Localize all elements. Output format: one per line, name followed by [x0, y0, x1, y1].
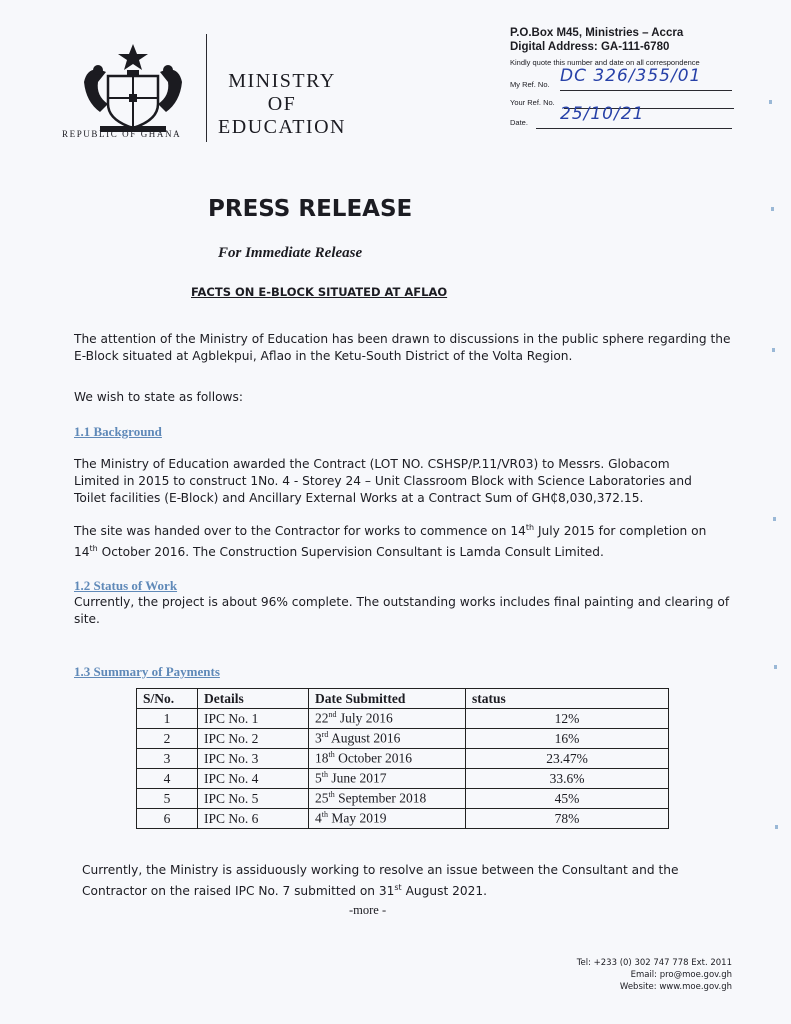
date-cell: 3rd August 2016	[309, 729, 466, 749]
facts-heading: FACTS ON E-BLOCK SITUATED AT AFLAO	[191, 285, 448, 299]
date-label: Date.	[510, 118, 528, 127]
status-heading: 1.2 Status of Work	[74, 578, 178, 593]
status-cell: 45%	[466, 789, 669, 809]
quote-note: Kindly quote this number and date on all correspondence	[510, 58, 700, 67]
contact-block	[510, 26, 780, 67]
table-row	[137, 749, 669, 769]
date-cell: 4th May 2019	[309, 809, 466, 829]
status-cell: 78%	[466, 809, 669, 829]
footer-contact	[560, 957, 732, 993]
col-details: Details	[198, 689, 309, 709]
footer-email: Email: pro@moe.gov.gh	[630, 970, 732, 980]
state-line: We wish to state as follows:	[74, 390, 243, 404]
sno-cell: 1	[137, 709, 198, 729]
date-value: 25/10/21	[560, 104, 645, 124]
details-cell: IPC No. 1	[198, 709, 309, 729]
date-cell: 18th October 2016	[309, 749, 466, 769]
table-row	[137, 809, 669, 829]
table-row	[137, 769, 669, 789]
payments-table	[136, 688, 669, 829]
table-row	[137, 789, 669, 809]
republic-label: REPUBLIC OF GHANA	[62, 129, 182, 139]
my-ref-row	[510, 66, 780, 89]
col-sno: S/No.	[137, 689, 198, 709]
status-cell: 12%	[466, 709, 669, 729]
date-row	[510, 104, 780, 127]
details-cell: IPC No. 2	[198, 729, 309, 749]
more-indicator: -more -	[349, 903, 387, 917]
table-row	[137, 709, 669, 729]
details-cell: IPC No. 3	[198, 749, 309, 769]
sno-cell: 5	[137, 789, 198, 809]
footer-tel: Tel: +233 (0) 302 747 778 Ext. 2011	[576, 958, 732, 968]
background-paragraph-1: The Ministry of Education awarded the Contract (LOT NO. CSHSP/P.11/VR03) to Messrs. Globacom Limited in 2015 to construct 1No. 4 - Storey 24 – Unit Classroom Block with Science Laboratories and Toilet facilities (E-Block) and Ancillary External Works at a Contract Sum of GH₵8,030,372.15.	[74, 457, 692, 505]
sno-cell: 2	[137, 729, 198, 749]
footer-website: Website: www.moe.gov.gh	[619, 982, 732, 992]
sno-cell: 6	[137, 809, 198, 829]
background-heading: 1.1 Background	[74, 424, 162, 439]
status-cell: 33.6%	[466, 769, 669, 789]
my-ref-label: My Ref. No.	[510, 80, 550, 89]
your-ref-label: Your Ref. No.	[510, 98, 555, 107]
header-divider	[206, 34, 207, 142]
date-cell: 22nd July 2016	[309, 709, 466, 729]
table-row	[137, 729, 669, 749]
status-cell: 16%	[466, 729, 669, 749]
page-title: PRESS RELEASE	[208, 196, 413, 222]
col-status: status	[466, 689, 669, 709]
details-cell: IPC No. 6	[198, 809, 309, 829]
date-cell: 5th June 2017	[309, 769, 466, 789]
status-cell: 23.47%	[466, 749, 669, 769]
table-header-row	[137, 689, 669, 709]
your-ref-row	[510, 98, 780, 107]
details-cell: IPC No. 4	[198, 769, 309, 789]
col-date: Date Submitted	[309, 689, 466, 709]
ministry-name: MINISTRY OF EDUCATION	[218, 70, 346, 138]
background-paragraph-2: The site was handed over to the Contractor for works to commence on 14th July 2015 for completion on 14th October 2016. The Construction Supervision Consultant is Lamda Consult Limited.	[74, 523, 707, 560]
closing-paragraph: Currently, the Ministry is assiduously working to resolve an issue between the Consultant and the Contractor on the raised IPC No. 7 submitted on 31st August 2021.	[82, 863, 679, 899]
date-cell: 25th September 2018	[309, 789, 466, 809]
intro-paragraph: The attention of the Ministry of Education has been drawn to discussions in the public sphere regarding the E-Block situated at Agblekpui, Aflao in the Ketu-South District of the Volta Region.	[74, 332, 731, 363]
digital-address: Digital Address: GA-111-6780	[510, 41, 670, 53]
ghana-coat-of-arms-icon	[78, 42, 188, 134]
sno-cell: 4	[137, 769, 198, 789]
page-subtitle: For Immediate Release	[218, 245, 363, 261]
details-cell: IPC No. 5	[198, 789, 309, 809]
my-ref-value: DC 326/355/01	[560, 66, 702, 86]
sno-cell: 3	[137, 749, 198, 769]
po-box: P.O.Box M45, Ministries – Accra	[510, 27, 684, 39]
payments-heading: 1.3 Summary of Payments	[74, 664, 220, 679]
status-paragraph: Currently, the project is about 96% complete. The outstanding works includes final painting and clearing of site.	[74, 595, 730, 626]
